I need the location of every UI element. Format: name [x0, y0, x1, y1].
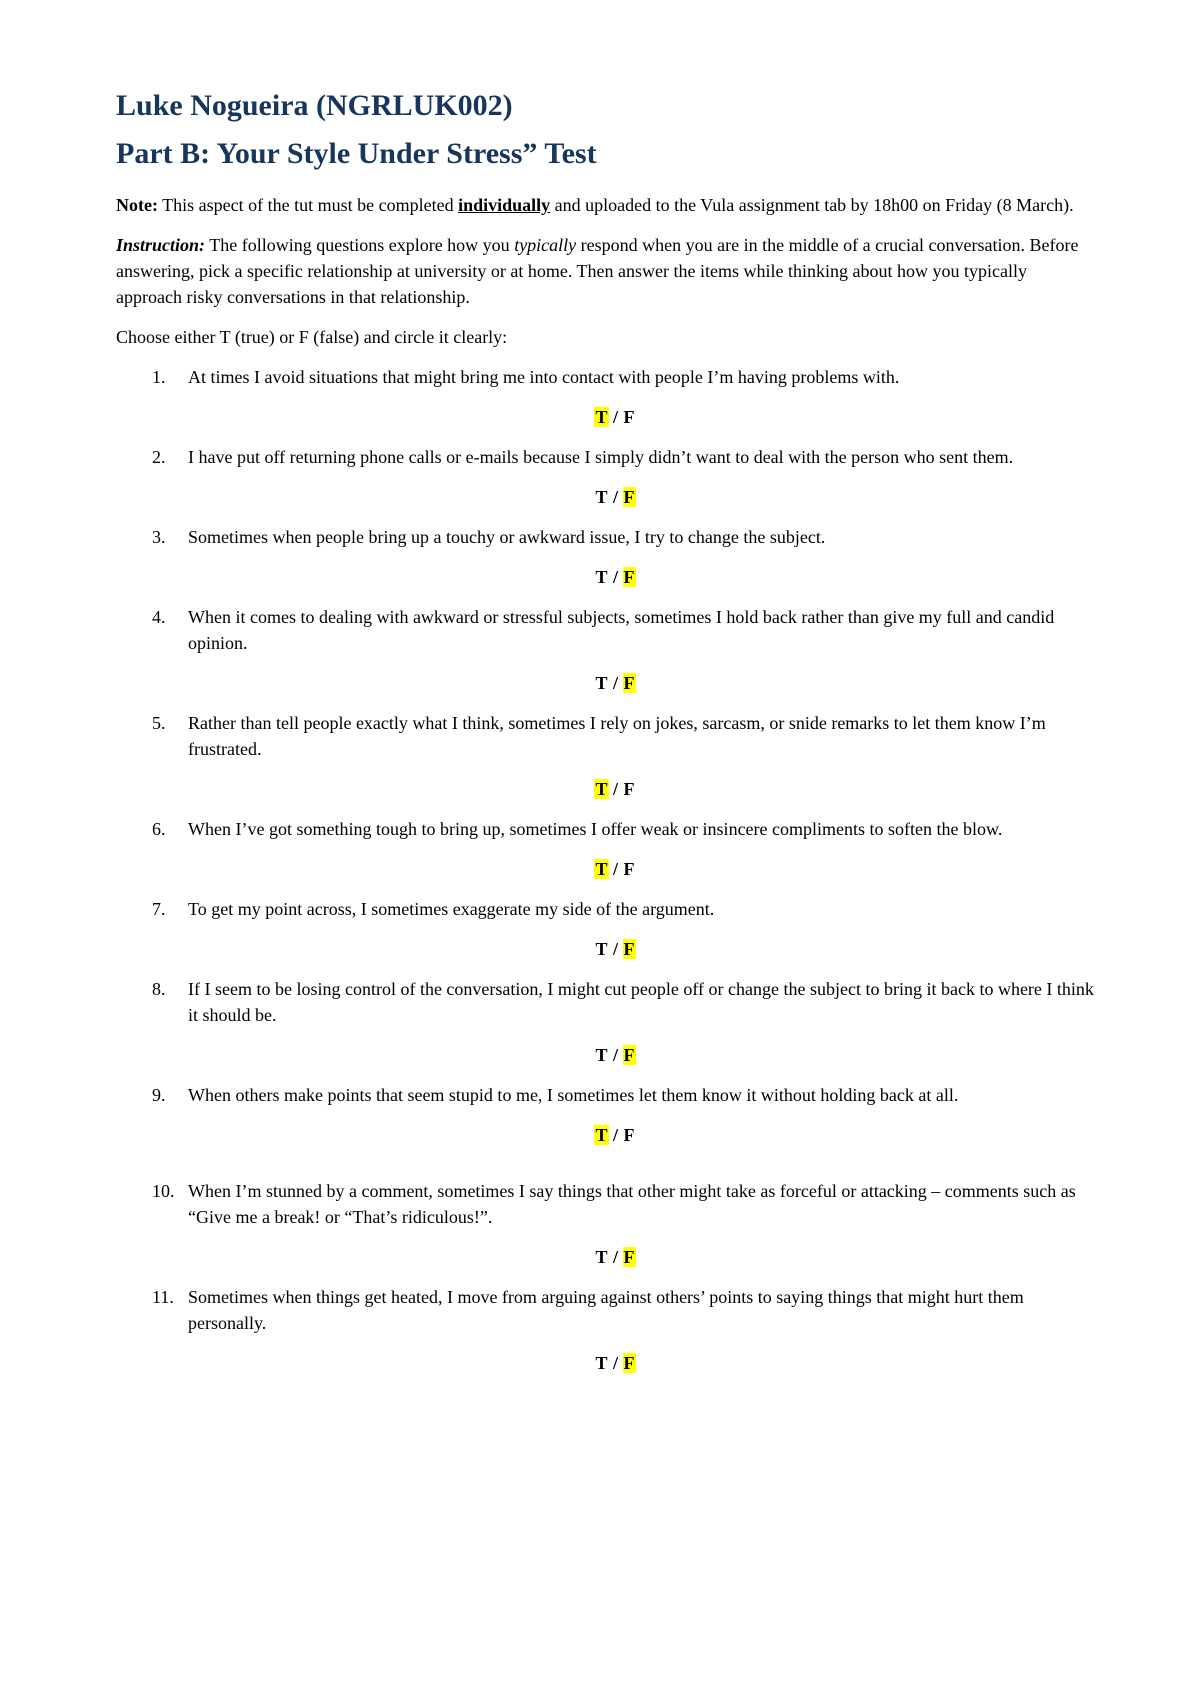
answer-false-option[interactable]: F [623, 859, 635, 879]
question-number: 6. [152, 819, 166, 839]
question-item [116, 1284, 1096, 1376]
answer-choice [116, 1042, 1096, 1068]
question-text: If I seem to be losing control of the conversation, I might cut people off or change the subject to bring it back to where I think it should be. [188, 979, 1094, 1025]
question-number: 7. [152, 899, 166, 919]
answer-true-option[interactable]: T [595, 779, 608, 799]
note-text-before: This aspect of the tut must be completed [157, 195, 459, 215]
answer-false-option[interactable]: F [623, 673, 635, 693]
question-row [116, 816, 1096, 842]
answer-false-option[interactable]: F [623, 1353, 635, 1373]
answer-true-option[interactable]: T [595, 407, 608, 427]
note-text-after: and uploaded to the Vula assignment tab by 18h00 on Friday (8 March). [550, 195, 1074, 215]
question-number: 8. [152, 979, 166, 999]
answer-separator: / [608, 939, 623, 959]
question-row [116, 976, 1096, 1028]
instruction-label: Instruction: [116, 235, 206, 255]
question-text: I have put off returning phone calls or e-mails because I simply didn’t want to deal with the person who sent them. [188, 447, 1014, 467]
question-text: Sometimes when things get heated, I move from arguing against others’ points to saying things that might hurt them personally. [188, 1287, 1024, 1333]
note-label: Note: [116, 195, 158, 215]
question-item [116, 524, 1096, 590]
question-row [116, 444, 1096, 470]
answer-separator: / [608, 487, 623, 507]
question-row [116, 896, 1096, 922]
answer-choice [116, 1122, 1096, 1148]
question-number: 9. [152, 1085, 166, 1105]
answer-separator: / [608, 673, 623, 693]
question-text: To get my point across, I sometimes exaggerate my side of the argument. [188, 899, 715, 919]
question-number: 11. [152, 1287, 174, 1307]
answer-true-option[interactable]: T [595, 1353, 608, 1373]
note-paragraph [116, 192, 1096, 218]
answer-separator: / [608, 567, 623, 587]
answer-true-option[interactable]: T [595, 859, 608, 879]
answer-choice [116, 1244, 1096, 1270]
answer-false-option[interactable]: F [623, 407, 635, 427]
question-text: When I’ve got something tough to bring up, sometimes I offer weak or insincere compliments to soften the blow. [188, 819, 1003, 839]
answer-false-option[interactable]: F [623, 1125, 635, 1145]
question-item [116, 364, 1096, 430]
answer-choice [116, 404, 1096, 430]
answer-true-option[interactable]: T [595, 939, 608, 959]
answer-choice [116, 776, 1096, 802]
question-list [116, 364, 1096, 1376]
question-item [116, 604, 1096, 696]
answer-true-option[interactable]: T [595, 673, 608, 693]
answer-separator: / [608, 1247, 623, 1267]
instruction-emphasis: typically [514, 235, 577, 255]
question-row [116, 524, 1096, 550]
answer-false-option[interactable]: F [623, 1247, 635, 1267]
answer-true-option[interactable]: T [595, 567, 608, 587]
question-number: 10. [152, 1181, 175, 1201]
question-number: 3. [152, 527, 166, 547]
answer-false-option[interactable]: F [623, 779, 635, 799]
instruction-text-after: respond when you are in the middle of a crucial conversation. Before answering, pick a specific relationship at university or at home. Then answer the items while thinking about how you typically approach risky conversations in that relationship. [116, 235, 1079, 307]
question-row [116, 1284, 1096, 1336]
answer-separator: / [608, 1045, 623, 1065]
answer-false-option[interactable]: F [623, 939, 635, 959]
answer-separator: / [608, 859, 623, 879]
question-row [116, 1082, 1096, 1108]
answer-choice [116, 856, 1096, 882]
answer-separator: / [608, 1125, 623, 1145]
question-text: When I’m stunned by a comment, sometimes I say things that other might take as forceful or attacking – comments such as “Give me a break! or “That’s ridiculous!”. [188, 1181, 1076, 1227]
question-number: 4. [152, 607, 166, 627]
document-title: Luke Nogueira (NGRLUK002) [116, 89, 513, 122]
note-emphasis: individually [458, 195, 551, 215]
question-item [116, 896, 1096, 962]
answer-choice [116, 670, 1096, 696]
answer-separator: / [608, 1353, 623, 1373]
question-row [116, 1178, 1096, 1230]
answer-choice [116, 1350, 1096, 1376]
question-row [116, 710, 1096, 762]
question-text: At times I avoid situations that might bring me into contact with people I’m having problems with. [188, 367, 900, 387]
question-text: When it comes to dealing with awkward or stressful subjects, sometimes I hold back rather than give my full and candid opinion. [188, 607, 1055, 653]
answer-choice [116, 564, 1096, 590]
answer-false-option[interactable]: F [623, 487, 635, 507]
question-item [116, 1178, 1096, 1270]
question-text: Rather than tell people exactly what I think, sometimes I rely on jokes, sarcasm, or snide remarks to let them know I’m frustrated. [188, 713, 1046, 759]
answer-separator: / [608, 779, 623, 799]
document-subtitle: Part B: Your Style Under Stress” Test [116, 137, 597, 170]
question-number: 5. [152, 713, 166, 733]
instruction-paragraph [116, 232, 1096, 310]
answer-separator: / [608, 407, 623, 427]
question-number: 1. [152, 367, 166, 387]
answer-true-option[interactable]: T [595, 487, 608, 507]
instruction-text-before: The following questions explore how you [205, 235, 515, 255]
question-item [116, 444, 1096, 510]
question-text: Sometimes when people bring up a touchy or awkward issue, I try to change the subject. [188, 527, 826, 547]
choose-instruction: Choose either T (true) or F (false) and circle it clearly: [116, 327, 508, 347]
answer-choice [116, 484, 1096, 510]
question-item [116, 816, 1096, 882]
answer-true-option[interactable]: T [595, 1045, 608, 1065]
question-row [116, 604, 1096, 656]
question-text: When others make points that seem stupid to me, I sometimes let them know it without holding back at all. [188, 1085, 959, 1105]
question-number: 2. [152, 447, 166, 467]
question-item [116, 1082, 1096, 1148]
answer-true-option[interactable]: T [595, 1247, 608, 1267]
answer-true-option[interactable]: T [595, 1125, 608, 1145]
answer-false-option[interactable]: F [623, 567, 635, 587]
question-item [116, 710, 1096, 802]
answer-choice [116, 936, 1096, 962]
answer-false-option[interactable]: F [623, 1045, 635, 1065]
question-item [116, 976, 1096, 1068]
question-row [116, 364, 1096, 390]
